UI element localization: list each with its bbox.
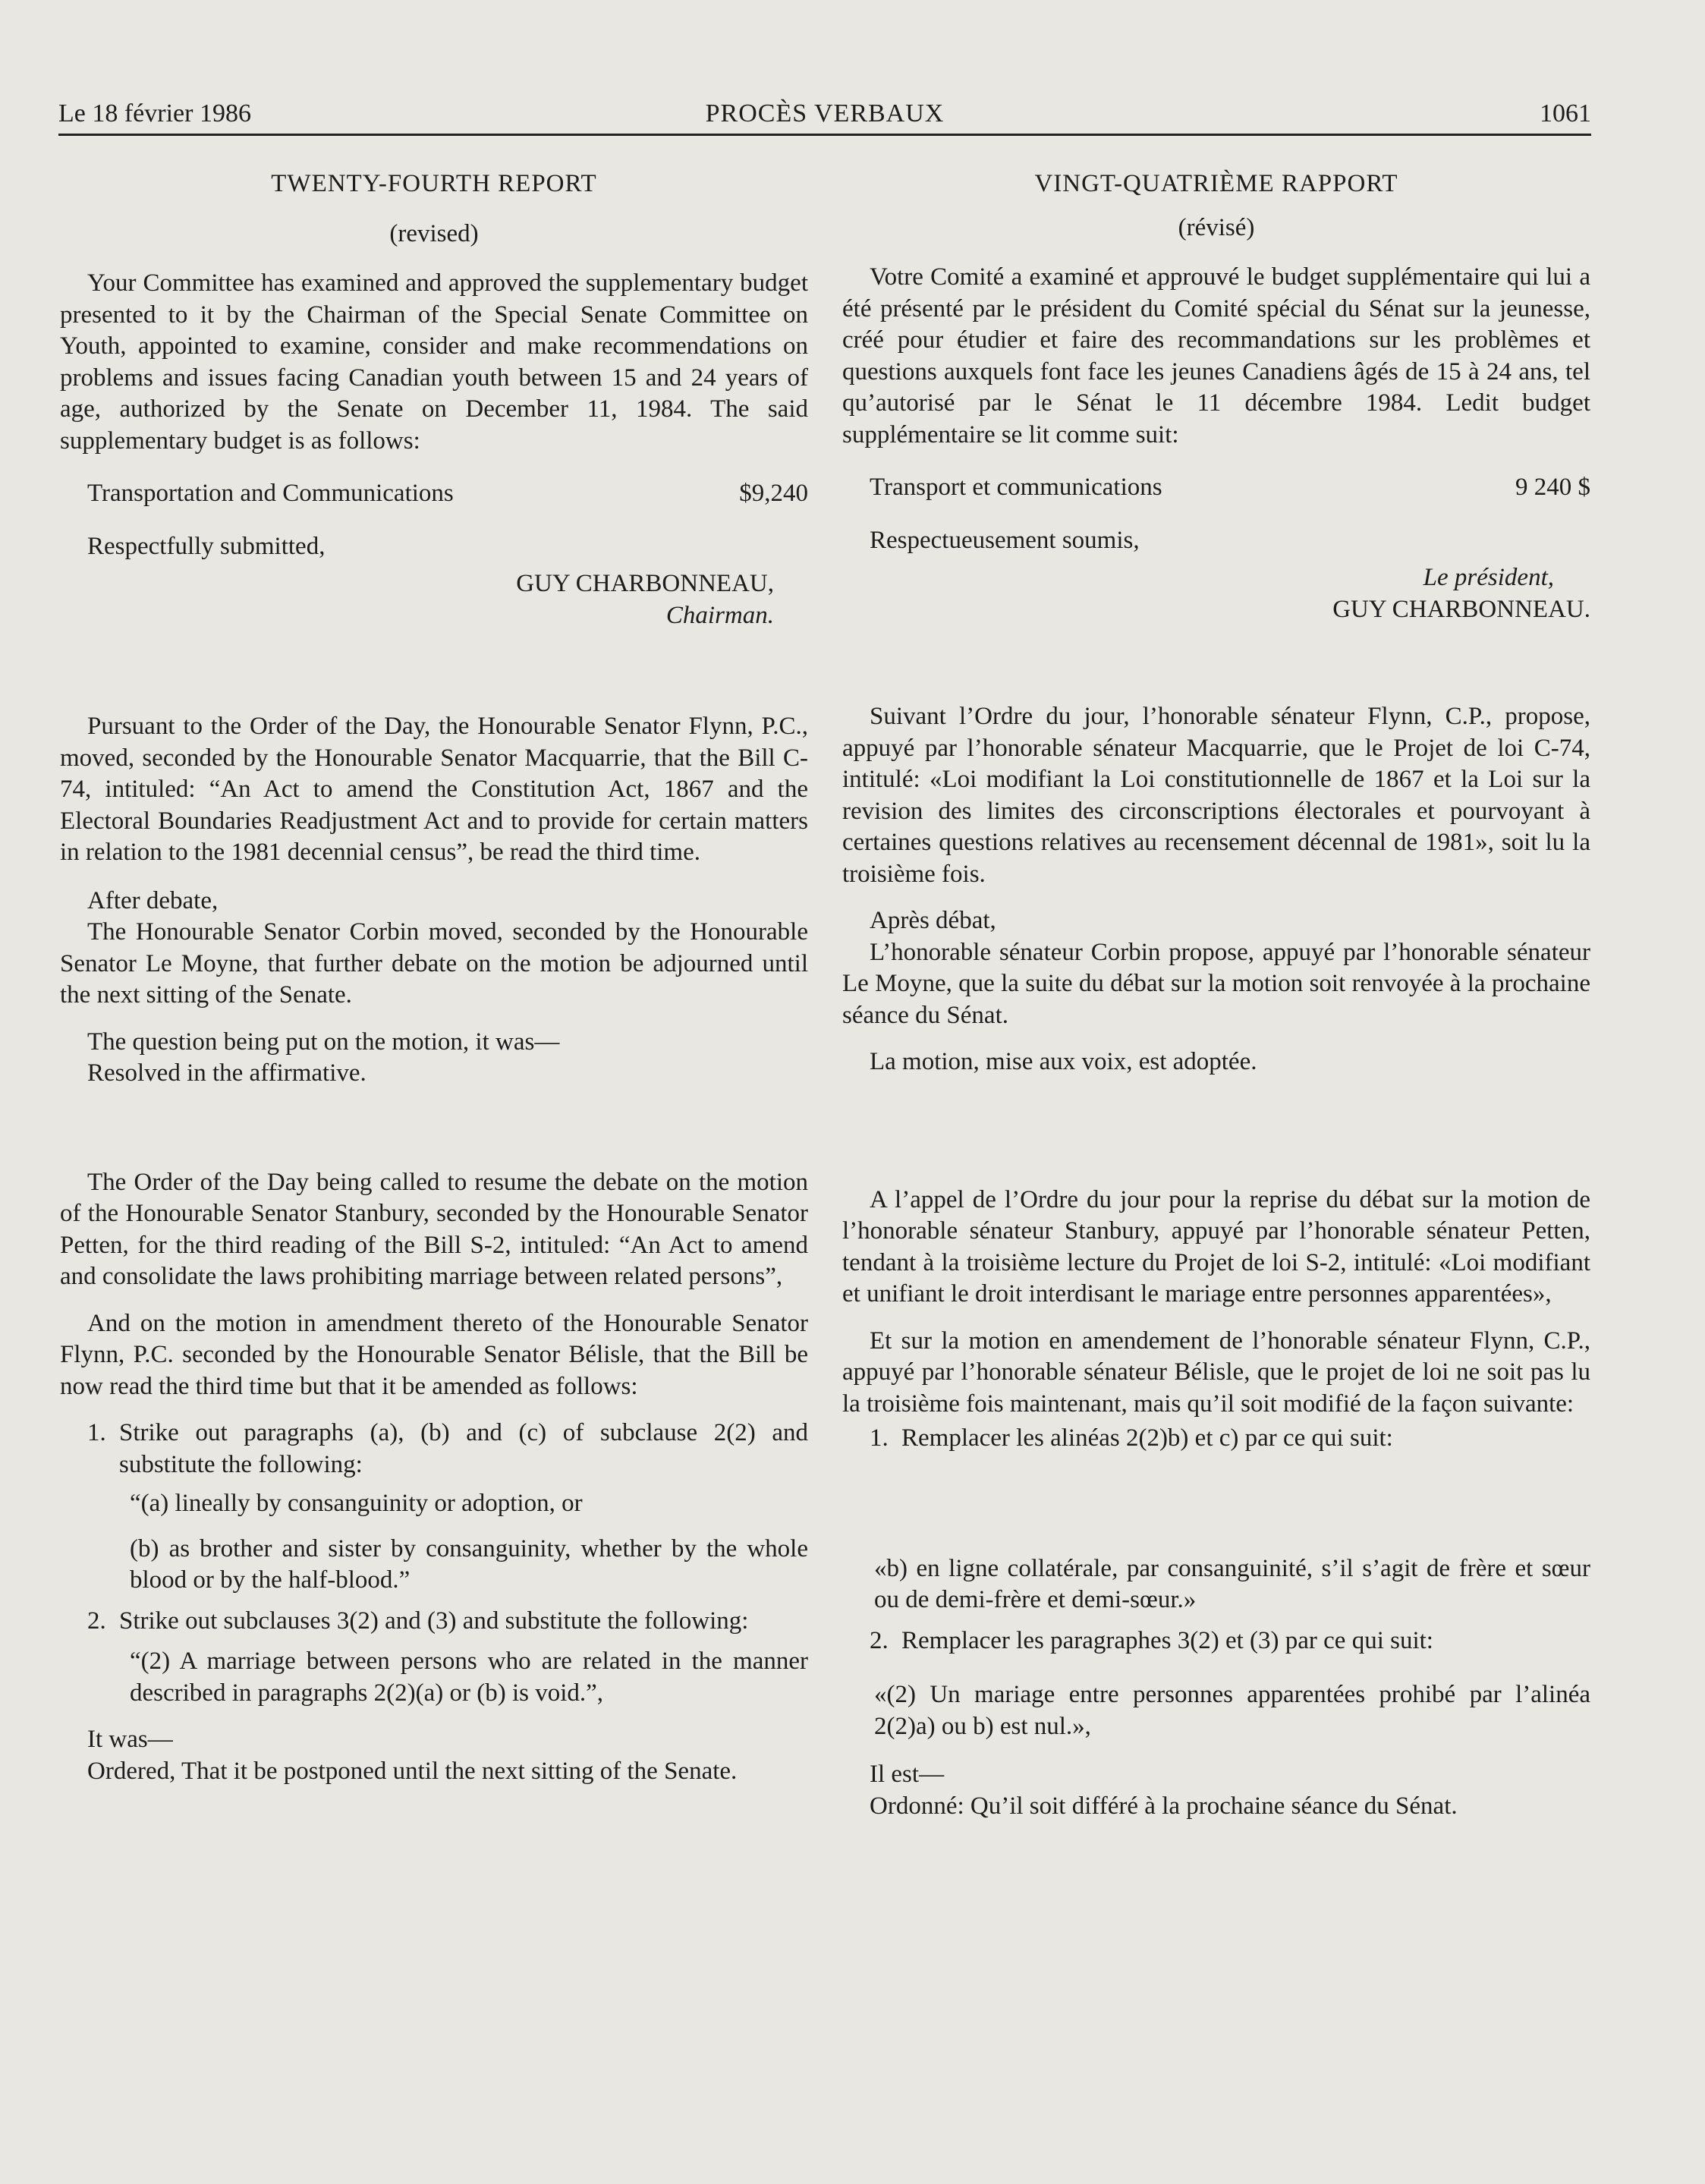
report-subtitle: (révisé): [1178, 213, 1255, 241]
signatory-role: Chairman.: [665, 601, 774, 629]
report-title: TWENTY-FOURTH REPORT: [271, 170, 597, 197]
budget-item: Transportation and Communications: [87, 480, 454, 507]
header-date: Le 18 février 1986: [58, 99, 251, 127]
budget-item: Transport et communications: [870, 474, 1162, 501]
item-number: 1.: [870, 1424, 889, 1452]
order-paragraph: Suivant l’Ordre du jour, l’honorable sénateur Flynn, C.P., propose, appuyé par l’honorable sénateur Macquarrie, que le Projet de loi C-74, intitulé: «Loi modifiant la Loi constitutionnelle de 1867 et la Loi sur la revision des limites des circonscriptions électorales et pourvoyant à certaines questions relatives au recensement décennal de 1981», soit lu la troisième fois.: [842, 703, 1590, 888]
resolved-line: Resolved in the affirmative.: [87, 1059, 366, 1087]
item-number: 2.: [87, 1607, 106, 1635]
item-text: Remplacer les alinéas 2(2)b) et c) par ce qui suit:: [901, 1424, 1393, 1452]
amendment-item-2: [60, 1606, 808, 1638]
amendment-item-1: [60, 1418, 808, 1481]
report-body: Votre Comité a examiné et approuvé le budget supplémentaire qui lui a été présenté par le président du Comité spécial du Sénat sur la jeunesse, créé pour étudier et faire des recommandations sur les problèmes et questions auxquels font face les jeunes Canadiens âgés de 15 à 24 ans, tel qu’autorisé par le Sénat le 11 décembre 1984. Ledit budget supplémentaire se lit comme suit:: [842, 263, 1590, 448]
budget-amount: $9,240: [739, 480, 808, 507]
quote-paragraph-b: «b) en ligne collatérale, par consanguinité, s’il s’agit de frère et sœur ou de demi-frère et demi-sœur.»: [874, 1554, 1590, 1613]
signatory: GUY CHARBONNEAU.: [1332, 595, 1590, 623]
french-column: [842, 168, 1590, 1822]
report-subtitle: (revised): [389, 219, 479, 247]
signatory: GUY CHARBONNEAU,: [516, 570, 774, 597]
adopted-line: La motion, mise aux voix, est adoptée.: [870, 1048, 1257, 1075]
amendment-item-2: [842, 1625, 1590, 1657]
closing-line: Respectueusement soumis,: [870, 526, 1140, 554]
signatory-role: Le président,: [1423, 564, 1554, 591]
after-debate: After debate,: [87, 886, 219, 914]
quote-paragraph-b: (b) as brother and sister by consanguinity, whether by the whole blood or by the half-blood.”: [130, 1534, 808, 1594]
corbin-paragraph: The Honourable Senator Corbin moved, seconded by the Honourable Senator Le Moyne, that further debate on the motion be adjourned until the next sitting of the Senate.: [60, 918, 808, 1009]
item-number: 1.: [87, 1419, 106, 1446]
report-title: VINGT-QUATRIÈME RAPPORT: [1034, 170, 1398, 197]
page-number: 1061: [1540, 99, 1591, 127]
question-line: The question being put on the motion, it was—: [87, 1027, 560, 1056]
amendment-item-1: [842, 1423, 1590, 1455]
quote-subclause: “(2) A marriage between persons who are related in the manner described in paragraphs 2(2)(a) or (b) is void.”,: [130, 1647, 808, 1707]
it-was-line: Il est—: [870, 1761, 945, 1788]
after-debate: Après débat,: [870, 907, 996, 934]
ordered-line: Ordered, That it be postponed until the next sitting of the Senate.: [87, 1757, 738, 1785]
item-text: Remplacer les paragraphes 3(2) et (3) par ce qui suit:: [901, 1626, 1433, 1654]
closing-line: Respectfully submitted,: [87, 532, 326, 560]
order-paragraph: Pursuant to the Order of the Day, the Honourable Senator Flynn, P.C., moved, seconded by the Honourable Senator Macquarrie, that the Bill C-74, intituled: “An Act to amend the Constitution Act, 1867 and the Electoral Boundaries Readjustment Act and to provide for certain matters in relation to the 1981 decennial census”, be read the third time.: [60, 713, 808, 866]
budget-row: [842, 472, 1590, 504]
running-header: [58, 99, 1591, 134]
item-text: Strike out subclauses 3(2) and (3) and substitute the following:: [119, 1607, 749, 1635]
item-number: 2.: [870, 1626, 889, 1654]
amendment-paragraph: And on the motion in amendment thereto of the Honourable Senator Flynn, P.C. seconded by the Honourable Senator Bélisle, that the Bill be now read the third time but that it be amended as follows:: [60, 1309, 808, 1400]
budget-row: [60, 478, 808, 510]
item-text: Strike out paragraphs (a), (b) and (c) of subclause 2(2) and substitute the following:: [119, 1419, 808, 1478]
ordered-line: Ordonné: Qu’il soit différé à la prochaine séance du Sénat.: [870, 1792, 1458, 1820]
report-body: Your Committee has examined and approved the supplementary budget presented to it by the Chairman of the Special Senate Committee on Youth, appointed to examine, consider and make recommendations on problems and issues facing Canadian youth between 15 and 24 years of age, authorized by the Senate on December 11, 1984. The said supplementary budget is as follows:: [60, 269, 808, 455]
corbin-paragraph: L’honorable sénateur Corbin propose, appuyé par l’honorable sénateur Le Moyne, que la suite du débat sur la motion soit renvoyée à la prochaine séance du Sénat.: [842, 938, 1590, 1029]
it-was-line: It was—: [87, 1726, 173, 1753]
budget-amount: 9 240 $: [1515, 474, 1590, 501]
stanbury-paragraph: A l’appel de l’Ordre du jour pour la reprise du débat sur la motion de l’honorable sénateur Stanbury, appuyé par l’honorable sénateur Petten, tendant à la troisième lecture du Projet de loi S-2, intitulé: «Loi modifiant et unifiant le droit interdisant le mariage entre personnes apparentées»,: [842, 1185, 1590, 1308]
amendment-paragraph: Et sur la motion en amendement de l’honorable sénateur Flynn, C.P., appuyé par l’honorable sénateur Bélisle, que le projet de loi ne soit pas lu la troisième fois maintenant, mais qu’il soit modifié de la façon suivante:: [842, 1326, 1590, 1418]
quote-subclause: «(2) Un mariage entre personnes apparentées prohibé par l’alinéa 2(2)a) ou b) est nul.»,: [874, 1681, 1590, 1740]
stanbury-paragraph: The Order of the Day being called to resume the debate on the motion of the Honourable Senator Stanbury, seconded by the Honourable Senator Petten, for the third reading of the Bill S-2, intituled: “An Act to amend and consolidate the laws prohibiting marriage between related persons”,: [60, 1168, 808, 1290]
quote-paragraph-a: “(a) lineally by consanguinity or adoption, or: [130, 1490, 583, 1517]
english-column: [60, 168, 808, 1787]
header-title: PROCÈS VERBAUX: [705, 99, 945, 127]
header-rule: [58, 134, 1591, 136]
